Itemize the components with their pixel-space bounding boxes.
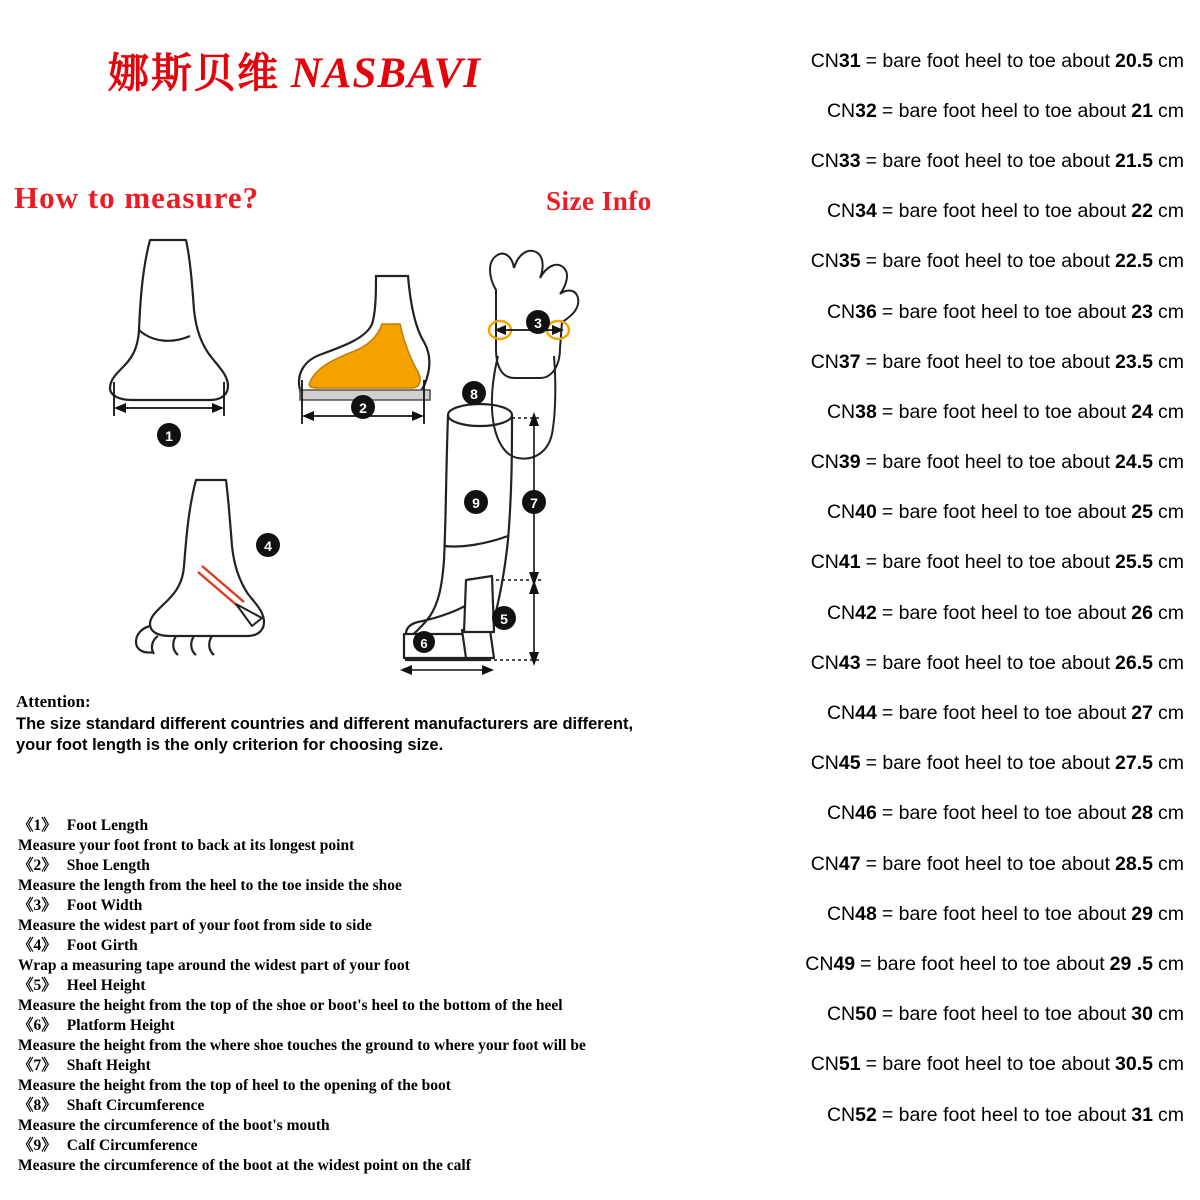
size-row	[706, 1040, 1200, 1090]
definition-term	[18, 936, 708, 956]
definition-term	[18, 1056, 708, 1076]
size-length-unit: cm	[1158, 501, 1184, 524]
size-conversion-list	[706, 0, 1200, 1140]
size-length-unit: cm	[1158, 350, 1184, 373]
size-length-unit: cm	[1158, 49, 1184, 72]
size-length-value: 20.5	[1115, 49, 1153, 72]
size-length-unit: cm	[1158, 400, 1184, 423]
brand-name-english: NASBAVI	[290, 50, 481, 97]
size-length-value: 28	[1131, 802, 1153, 825]
size-length-unit: cm	[1158, 1003, 1184, 1026]
how-to-measure-heading: How to measure?	[14, 180, 260, 215]
size-length-unit: cm	[1158, 802, 1184, 825]
marker-8	[462, 381, 486, 405]
size-description: = bare foot heel to toe about	[865, 250, 1111, 273]
size-row	[706, 287, 1200, 337]
size-length-value: 29	[1131, 902, 1153, 925]
size-length-unit: cm	[1158, 99, 1184, 122]
size-label: CN36	[826, 300, 877, 323]
size-label: CN40	[826, 501, 877, 524]
size-length-value: 23	[1131, 300, 1153, 323]
size-label: CN41	[810, 551, 861, 574]
definition-number: 《7》	[18, 1056, 57, 1074]
size-row	[706, 588, 1200, 638]
svg-text:2: 2	[359, 400, 367, 416]
size-length-value: 29 .5	[1109, 952, 1153, 975]
svg-text:4: 4	[264, 538, 272, 554]
definition-description: Measure your foot front to back at its longest point	[18, 836, 355, 854]
definition-label: Shoe Length	[66, 856, 150, 874]
size-label: CN37	[810, 350, 861, 373]
size-length-value: 24.5	[1115, 451, 1153, 474]
svg-text:6: 6	[420, 636, 428, 651]
size-row	[706, 638, 1200, 688]
size-length-value: 23.5	[1115, 350, 1153, 373]
size-length-value: 22	[1131, 200, 1153, 223]
size-length-value: 27.5	[1115, 752, 1153, 775]
size-description: = bare foot heel to toe about	[865, 1053, 1111, 1076]
definition-term	[18, 1016, 708, 1036]
svg-text:8: 8	[470, 386, 478, 402]
definition-label: Calf Circumference	[66, 1136, 198, 1154]
size-label: CN33	[810, 149, 861, 172]
size-length-value: 31	[1131, 1103, 1153, 1126]
right-column	[706, 0, 1200, 1200]
definition-label: Shaft Circumference	[66, 1096, 205, 1114]
marker-6	[413, 631, 435, 653]
size-row	[706, 939, 1200, 989]
size-length-value: 30.5	[1115, 1053, 1153, 1076]
size-row	[706, 688, 1200, 738]
size-description: = bare foot heel to toe about	[865, 852, 1111, 875]
size-length-unit: cm	[1158, 1103, 1184, 1126]
svg-text:1: 1	[165, 428, 173, 444]
size-description: = bare foot heel to toe about	[865, 651, 1111, 674]
size-description: = bare foot heel to toe about	[865, 49, 1111, 72]
marker-9	[464, 490, 488, 514]
size-description: = bare foot heel to toe about	[881, 1103, 1127, 1126]
size-label: CN46	[826, 802, 877, 825]
marker-4	[256, 533, 280, 557]
definition-term	[18, 896, 708, 916]
definition-number: 《1》	[18, 817, 57, 834]
size-length-value: 28.5	[1115, 852, 1153, 875]
size-label: CN34	[826, 200, 877, 223]
size-length-value: 25.5	[1115, 551, 1153, 574]
size-length-value: 26	[1131, 601, 1153, 624]
shoe-length-illustration	[299, 276, 430, 400]
size-row	[706, 237, 1200, 287]
size-length-unit: cm	[1158, 200, 1184, 223]
size-length-value: 24	[1131, 400, 1153, 423]
size-description: = bare foot heel to toe about	[860, 952, 1105, 975]
definition-label: Foot Length	[66, 817, 149, 834]
size-label: CN51	[810, 1053, 861, 1076]
size-description: = bare foot heel to toe about	[865, 752, 1111, 775]
marker-3	[526, 310, 550, 334]
definition-label: Heel Height	[66, 976, 146, 994]
size-length-unit: cm	[1158, 1053, 1184, 1076]
definition-label: Shaft Height	[66, 1056, 151, 1074]
size-length-unit: cm	[1158, 149, 1184, 172]
size-description: = bare foot heel to toe about	[881, 501, 1127, 524]
size-row	[706, 789, 1200, 839]
definition-label: Foot Width	[66, 896, 143, 914]
definition-number: 《3》	[18, 896, 57, 914]
size-length-value: 21	[1131, 99, 1153, 122]
size-label: CN50	[826, 1003, 877, 1026]
size-row	[706, 739, 1200, 789]
size-description: = bare foot heel to toe about	[881, 802, 1127, 825]
size-label: CN35	[810, 250, 861, 273]
size-description: = bare foot heel to toe about	[865, 350, 1111, 373]
foot-length-illustration	[110, 240, 228, 400]
size-length-unit: cm	[1158, 902, 1184, 925]
definition-description: Measure the height from the top of the shoe or boot's heel to the bottom of the heel	[18, 996, 563, 1014]
definition-description: Wrap a measuring tape around the widest part of your foot	[18, 956, 410, 974]
size-length-unit: cm	[1158, 702, 1184, 725]
definition-description: Measure the height from the top of heel to the opening of the boot	[18, 1076, 451, 1094]
size-length-value: 26.5	[1115, 651, 1153, 674]
definition-description: Measure the widest part of your foot from side to side	[18, 916, 372, 934]
size-label: CN39	[810, 451, 861, 474]
svg-text:5: 5	[500, 611, 508, 627]
measurement-diagram	[0, 230, 706, 680]
size-row	[706, 889, 1200, 939]
size-row	[706, 438, 1200, 488]
size-row	[706, 538, 1200, 588]
definition-description: Measure the height from the where shoe touches the ground to where your foot will be	[18, 1036, 586, 1054]
size-label: CN49	[805, 952, 856, 975]
svg-text:7: 7	[530, 495, 538, 511]
size-row	[706, 1090, 1200, 1140]
size-length-unit: cm	[1158, 250, 1184, 273]
definition-description: Measure the circumference of the boot at the widest point on the calf	[18, 1156, 471, 1174]
attention-line-1: The size standard different countries and different manufacturers are different,	[16, 715, 634, 733]
size-row	[706, 187, 1200, 237]
size-label: CN44	[826, 702, 877, 725]
marker-7	[522, 490, 546, 514]
size-description: = bare foot heel to toe about	[865, 551, 1111, 574]
attention-title: Attention:	[16, 692, 91, 711]
size-row	[706, 136, 1200, 186]
size-length-value: 27	[1131, 702, 1153, 725]
size-length-unit: cm	[1158, 451, 1184, 474]
svg-text:9: 9	[472, 495, 480, 511]
size-description: = bare foot heel to toe about	[881, 702, 1127, 725]
size-label: CN32	[826, 99, 877, 122]
size-row	[706, 839, 1200, 889]
size-description: = bare foot heel to toe about	[865, 149, 1111, 172]
size-label: CN48	[826, 902, 877, 925]
definition-term	[18, 1136, 708, 1156]
definition-number: 《5》	[18, 976, 57, 994]
size-label: CN43	[810, 651, 861, 674]
size-length-unit: cm	[1158, 752, 1184, 775]
size-row	[706, 86, 1200, 136]
definition-number: 《8》	[18, 1096, 57, 1114]
size-length-unit: cm	[1158, 651, 1184, 674]
size-description: = bare foot heel to toe about	[881, 99, 1127, 122]
size-row	[706, 36, 1200, 86]
definition-number: 《9》	[18, 1136, 57, 1154]
brand-name-chinese: 娜斯贝维	[108, 50, 280, 96]
size-description: = bare foot heel to toe about	[881, 601, 1127, 624]
size-row	[706, 990, 1200, 1040]
size-length-unit: cm	[1158, 601, 1184, 624]
definition-label: Platform Height	[66, 1016, 175, 1034]
definition-term	[18, 856, 708, 876]
definition-number: 《4》	[18, 936, 57, 954]
size-row	[706, 387, 1200, 437]
size-label: CN52	[826, 1103, 877, 1126]
attention-line-2: your foot length is the only criterion for choosing size.	[16, 735, 444, 754]
definition-number: 《2》	[18, 856, 57, 874]
size-description: = bare foot heel to toe about	[881, 1003, 1127, 1026]
size-length-value: 21.5	[1115, 149, 1153, 172]
marker-1	[157, 423, 181, 447]
attention-block	[16, 692, 706, 755]
brand-logo	[108, 40, 481, 99]
marker-2	[351, 395, 375, 419]
size-label: CN42	[826, 601, 877, 624]
definition-term	[18, 976, 708, 996]
size-length-value: 25	[1131, 501, 1153, 524]
size-length-unit: cm	[1158, 852, 1184, 875]
size-label: CN38	[826, 400, 877, 423]
size-length-unit: cm	[1158, 551, 1184, 574]
measurement-definitions	[18, 816, 708, 1176]
size-label: CN45	[810, 752, 861, 775]
size-length-value: 22.5	[1115, 250, 1153, 273]
size-description: = bare foot heel to toe about	[881, 902, 1127, 925]
size-length-unit: cm	[1158, 300, 1184, 323]
definition-description: Measure the length from the heel to the toe inside the shoe	[18, 876, 402, 894]
size-description: = bare foot heel to toe about	[881, 200, 1127, 223]
size-row	[706, 337, 1200, 387]
definition-description: Measure the circumference of the boot's mouth	[18, 1116, 330, 1134]
definition-term	[18, 816, 708, 836]
marker-5	[492, 606, 516, 630]
definition-number: 《6》	[18, 1016, 57, 1034]
definition-term	[18, 1096, 708, 1116]
size-length-unit: cm	[1158, 952, 1184, 975]
size-description: = bare foot heel to toe about	[881, 300, 1127, 323]
foot-girth-illustration	[136, 480, 264, 655]
size-label: CN31	[810, 49, 861, 72]
size-label: CN47	[810, 852, 861, 875]
size-description: = bare foot heel to toe about	[881, 400, 1127, 423]
size-info-heading: Size Info	[546, 186, 652, 216]
size-description: = bare foot heel to toe about	[865, 451, 1111, 474]
definition-label: Foot Girth	[66, 936, 138, 954]
svg-text:3: 3	[534, 315, 542, 331]
size-row	[706, 488, 1200, 538]
size-length-value: 30	[1131, 1003, 1153, 1026]
